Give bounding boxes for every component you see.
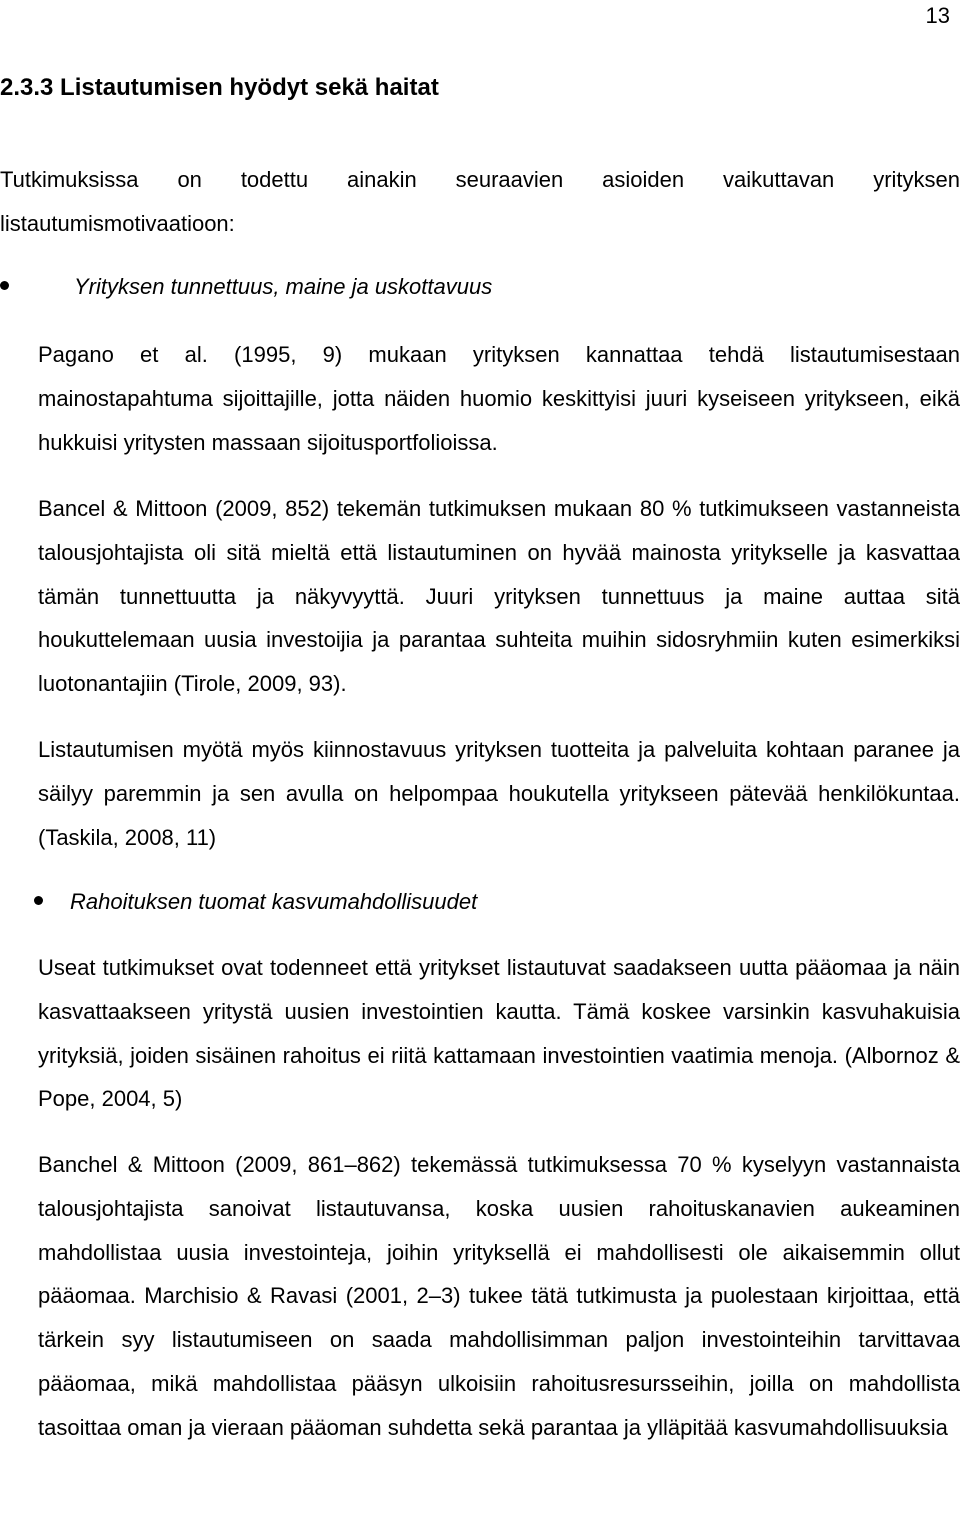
bullet-item-financing <box>0 882 960 922</box>
bullet-item-reputation <box>0 267 960 307</box>
paragraph-albornoz: Useat tutkimukset ovat todenneet että yritykset listautuvat saadakseen uutta pääomaa ja näin kasvattaakseen yritystä uusien investointien kautta. Tämä koskee varsinkin kasvuhakuisia yrityksiä, joiden sisäinen rahoitus ei riitä kattamaan investointien vaatimia menoja. (Albornoz & Pope, 2004, 5) <box>38 955 960 1112</box>
paragraph-pagano: Pagano et al. (1995, 9) mukaan yrityksen kannattaa tehdä listautumisestaan mainostapahtuma sijoittajille, jotta näiden huomio keskittyisi juuri kyseiseen yritykseen, eikä hukkuisi yritysten massaan sijoitusportfolioissa. <box>38 342 960 455</box>
bullet-dot-icon <box>0 281 9 290</box>
bullet-dot-icon <box>34 896 43 905</box>
paragraph-taskila: Listautumisen myötä myös kiinnostavuus yrityksen tuotteita ja palveluita kohtaan paranee ja säilyy paremmin ja sen avulla on helpompaa houkutella yritykseen pätevää henkilökuntaa. (Taskila, 2008, 11) <box>38 737 960 850</box>
paragraph-bancel: Bancel & Mittoon (2009, 852) tekemän tutkimuksen mukaan 80 % tutkimukseen vastanneista talousjohtajista oli sitä mieltä että listautuminen on hyvää mainosta yritykselle ja kasvattaa tämän tunnettuutta ja näkyvyyttä. Juuri yrityksen tunnettuus ja maine auttaa sitä houkuttelemaan uusia investoijia ja parantaa suhteita muihin sidosryhmiin kuten esimerkiksi luotonantajiin (Tirole, 2009, 93). <box>38 496 960 697</box>
bullet-text: Rahoituksen tuomat kasvumahdollisuudet <box>70 889 478 914</box>
intro-paragraph: Tutkimuksissa on todettu ainakin seuraavien asioiden vaikuttavan yrityksen listautumismotivaatioon: <box>0 167 960 236</box>
paragraph-banchel: Banchel & Mittoon (2009, 861–862) tekemässä tutkimuksessa 70 % kyselyyn vastannaista talousjohtajista sanoivat listautuvansa, koska uusien rahoituskanavien aukeaminen mahdollistaa uusia investointeja, joihin yrityksellä ei mahdollisesti ole aikaisemmin ollut pääomaa. Marchisio & Ravasi (2001, 2–3) tukee tätä tutkimusta ja puolestaan kirjoittaa, että tärkein syy listautumiseen on saada mahdollisimman paljon investointeihin tarvittavaa pääomaa, mikä mahdollistaa pääsyn ulkoisiin rahoitusresursseihin, joilla on mahdollista tasoittaa oman ja vieraan pääoman suhdetta sekä parantaa ja ylläpitää kasvumahdollisuuksia <box>38 1152 960 1440</box>
bullet-text: Yrityksen tunnettuus, maine ja uskottavuus <box>74 274 493 299</box>
page-number: 13 <box>925 3 950 28</box>
section-heading: 2.3.3 Listautumisen hyödyt sekä haitat <box>0 74 439 101</box>
